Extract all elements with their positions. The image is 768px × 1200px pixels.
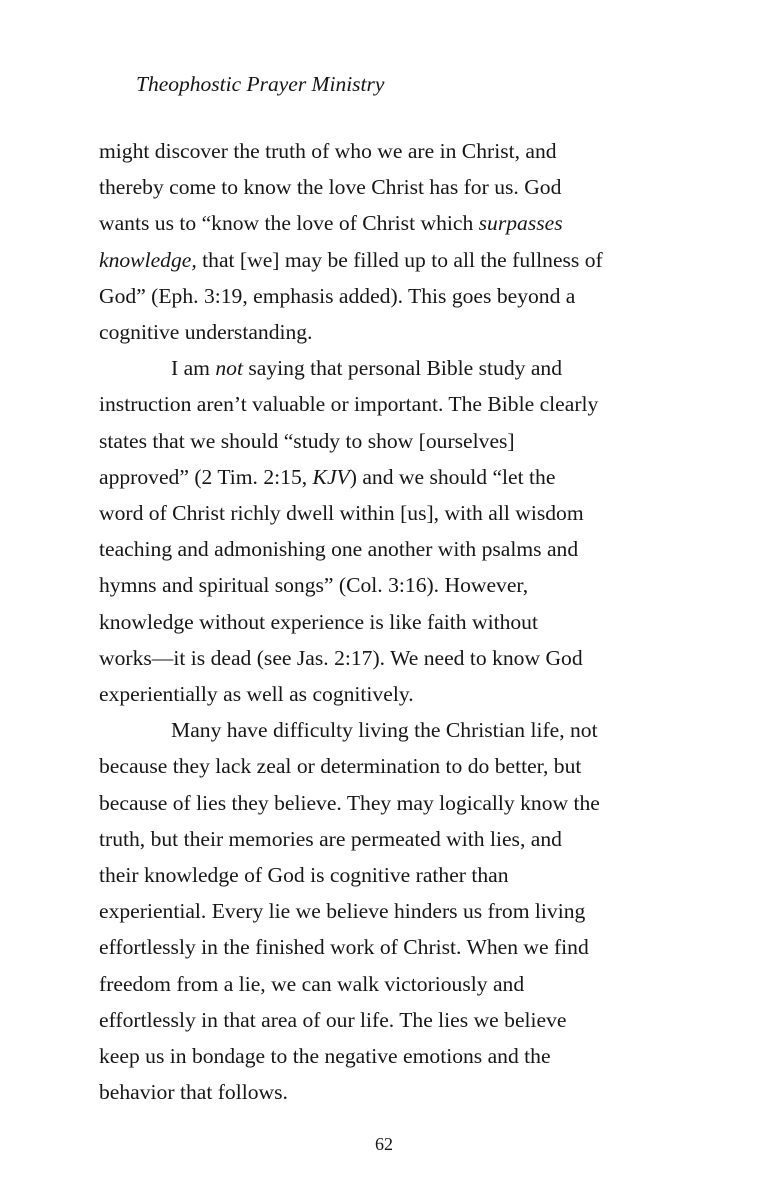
text-segment: Many have difficulty living the Christian life, not [171, 718, 598, 743]
text-segment: ) and we should “let the [349, 464, 556, 489]
text-segment: saying that personal Bible study and [242, 356, 563, 381]
text-line [99, 640, 679, 676]
italic-text: not [215, 356, 243, 381]
text-segment: that [we] may be filled up to all the fullness of [196, 247, 603, 272]
text-segment: I am [171, 356, 216, 381]
text-segment: works—it is dead (see Jas. 2:17). We need to know God [99, 645, 583, 670]
text-line [99, 1038, 679, 1074]
text-segment: experientially as well as cognitively. [99, 682, 414, 707]
text-line [99, 423, 679, 459]
running-header: Theophostic Prayer Ministry [136, 72, 385, 96]
italic-text: knowledge, [99, 247, 197, 272]
text-segment: God” (Eph. 3:19, emphasis added). This goes beyond a [99, 283, 576, 308]
text-line [99, 133, 679, 169]
italic-text: surpasses [478, 211, 563, 236]
text-line [99, 748, 679, 784]
text-line [99, 242, 679, 278]
text-line [99, 604, 679, 640]
text-line [99, 495, 679, 531]
text-line [99, 712, 679, 748]
text-segment: word of Christ richly dwell within [us], with all wisdom [99, 501, 584, 526]
body-text [99, 133, 679, 1110]
text-segment: cognitive understanding. [99, 320, 313, 345]
text-segment: because they lack zeal or determination to do better, but [99, 754, 582, 779]
text-line [99, 1002, 679, 1038]
text-segment: states that we should “study to show [ourselves] [99, 428, 515, 453]
text-segment: keep us in bondage to the negative emotions and the [99, 1044, 551, 1069]
page-number: 62 [375, 1134, 393, 1154]
text-line [99, 459, 679, 495]
text-line [99, 676, 679, 712]
text-line [99, 169, 679, 205]
italic-text: KJV [312, 464, 350, 489]
text-segment: because of lies they believe. They may logically know the [99, 790, 600, 815]
text-segment: truth, but their memories are permeated with lies, and [99, 826, 562, 851]
text-line [99, 350, 679, 386]
text-line [99, 531, 679, 567]
text-line [99, 929, 679, 965]
text-segment: instruction aren’t valuable or important. The Bible clearly [99, 392, 599, 417]
text-segment: approved” (2 Tim. 2:15, [99, 464, 313, 489]
text-segment: teaching and admonishing one another with psalms and [99, 537, 579, 562]
text-segment: freedom from a lie, we can walk victoriously and [99, 971, 525, 996]
text-line [99, 567, 679, 603]
text-line [99, 1074, 679, 1110]
text-segment: experiential. Every lie we believe hinders us from living [99, 899, 586, 924]
text-segment: might discover the truth of who we are in Christ, and [99, 139, 557, 163]
text-segment: effortlessly in the finished work of Christ. When we find [99, 935, 589, 960]
text-line [99, 278, 679, 314]
text-segment: behavior that follows. [99, 1080, 288, 1105]
text-line [99, 314, 679, 350]
text-line [99, 966, 679, 1002]
text-line [99, 821, 679, 857]
text-line [99, 893, 679, 929]
text-segment: thereby come to know the love Christ has for us. God [99, 175, 562, 200]
text-segment: knowledge without experience is like faith without [99, 609, 538, 634]
text-line [99, 386, 679, 422]
text-segment: hymns and spiritual songs” (Col. 3:16). However, [99, 573, 529, 598]
text-segment: effortlessly in that area of our life. The lies we believe [99, 1007, 567, 1032]
text-line [99, 785, 679, 821]
text-segment: their knowledge of God is cognitive rather than [99, 863, 509, 888]
text-line [99, 205, 679, 241]
text-line [99, 857, 679, 893]
text-segment: wants us to “know the love of Christ which [99, 211, 479, 236]
